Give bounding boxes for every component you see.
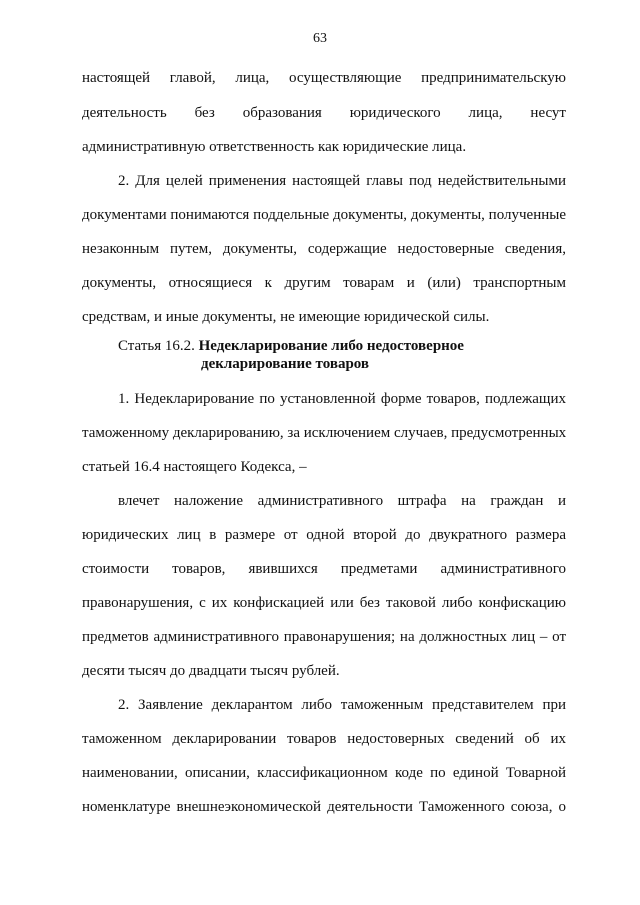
article-number: Статья 16.2. bbox=[118, 338, 199, 354]
text-line: десяти тысяч до двадцати тысяч рублей. bbox=[82, 663, 340, 679]
text-line: 1. Недекларирование по установленной форме товаров, подлежащих bbox=[118, 391, 566, 407]
text-line: номенклатуре внешнеэкономической деятельности Таможенного союза, о bbox=[82, 799, 566, 815]
text-line: стоимости товаров, явившихся предметами административного bbox=[82, 561, 566, 577]
text-line: документы, относящиеся к другим товарам и (или) транспортным bbox=[82, 275, 566, 291]
text-line: административную ответственность как юридические лица. bbox=[82, 139, 467, 155]
text-line: незаконным путем, документы, содержащие недостоверные сведения, bbox=[82, 241, 566, 257]
page-number: 63 bbox=[313, 31, 327, 46]
article-heading bbox=[118, 337, 464, 355]
text-line: влечет наложение административного штрафа на граждан и bbox=[118, 493, 566, 509]
text-line: правонарушения, с их конфискацией или без таковой либо конфискацию bbox=[82, 595, 566, 611]
text-line: таможенному декларированию, за исключением случаев, предусмотренных bbox=[82, 425, 567, 441]
text-line: настоящей главой, лица, осуществляющие предпринимательскую bbox=[82, 70, 566, 86]
text-line: таможенном декларировании товаров недостоверных сведений об их bbox=[82, 731, 566, 747]
text-line: статьей 16.4 настоящего Кодекса, – bbox=[82, 459, 307, 475]
text-line: средствам, и иные документы, не имеющие юридической силы. bbox=[82, 309, 490, 325]
article-title-line-2: декларирование товаров bbox=[201, 356, 370, 372]
text-line: документами понимаются поддельные документы, документы, полученные bbox=[82, 207, 566, 223]
article-title-line-1: Недекларирование либо недостоверное bbox=[198, 338, 464, 354]
text-line: деятельность без образования юридического лица, несут bbox=[82, 105, 566, 121]
text-line: 2. Для целей применения настоящей главы под недействительными bbox=[118, 173, 566, 189]
text-line: наименовании, описании, классификационном коде по единой Товарной bbox=[82, 765, 566, 781]
text-line: юридических лиц в размере от одной второй до двукратного размера bbox=[82, 527, 566, 543]
text-line: 2. Заявление декларантом либо таможенным представителем при bbox=[118, 697, 566, 713]
text-line: предметов административного правонарушения; на должностных лиц – от bbox=[82, 629, 566, 645]
